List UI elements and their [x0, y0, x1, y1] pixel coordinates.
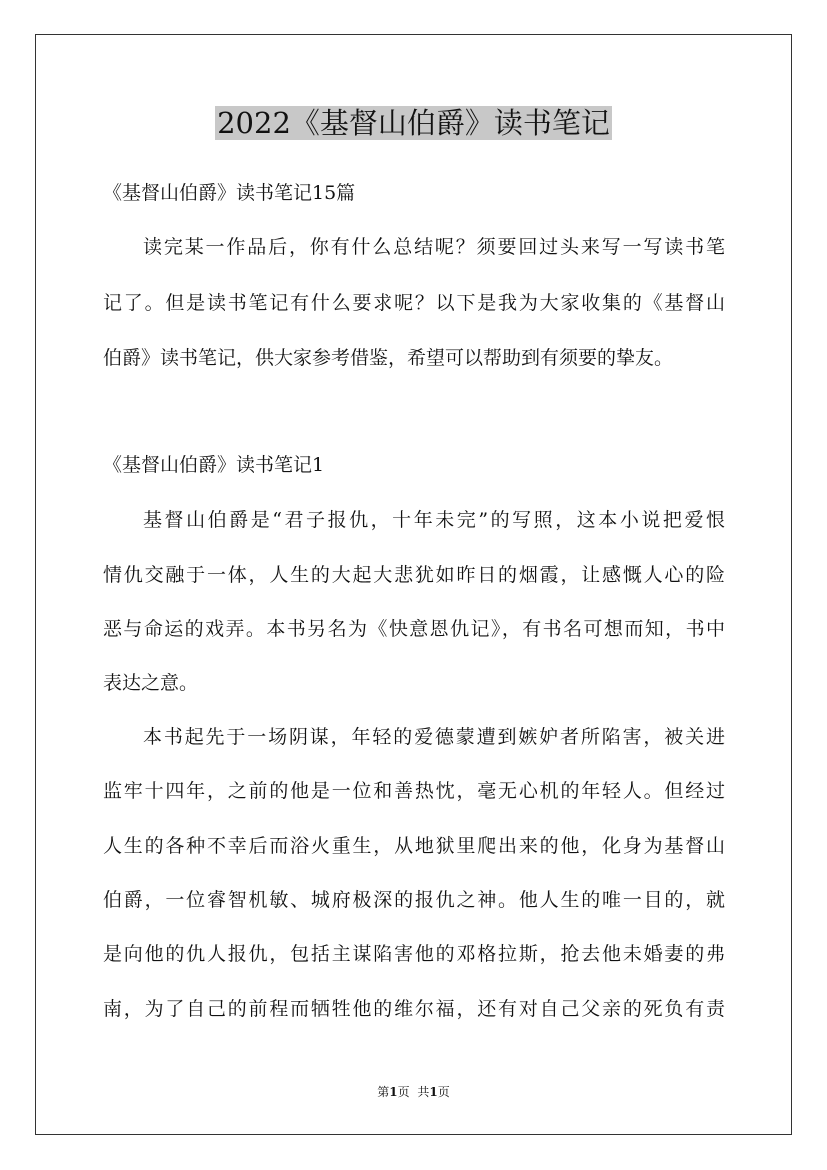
section-heading: 《基督山伯爵》读书笔记1: [103, 454, 325, 476]
paragraph2-line-2: 监牢十四年，之前的他是一位和善热忱，毫无心机的年轻人。但经过: [103, 780, 725, 802]
paragraph2-line-3: 人生的各种不幸后而浴火重生，从地狱里爬出来的他，化身为基督山: [103, 835, 725, 857]
paragraph2-line-6: 南，为了自己的前程而牺牲他的维尔福，还有对自己父亲的死负有责: [103, 998, 725, 1020]
intro-line-1: 读完某一作品后，你有什么总结呢？须要回过头来写一写读书笔: [143, 236, 725, 258]
document-title: [0, 98, 827, 148]
footer-total-suffix: 页: [437, 1085, 450, 1099]
footer-page-number: 1: [389, 1085, 398, 1099]
footer-total-prefix: 共: [417, 1085, 430, 1099]
intro-line-2: 记了。但是读书笔记有什么要求呢？以下是我为大家收集的《基督山: [103, 292, 725, 314]
paragraph1-line-4: 表达之意。: [103, 672, 199, 694]
intro-line-3: 伯爵》读书笔记，供大家参考借鉴，希望可以帮助到有须要的挚友。: [103, 347, 674, 369]
footer-total-number: 1: [429, 1085, 438, 1099]
footer-page-suffix: 页: [397, 1085, 410, 1099]
footer-page-prefix: 第: [377, 1085, 390, 1099]
paragraph1-line-1: 基督山伯爵是“君子报仇，十年未完”的写照，这本小说把爱恨: [143, 509, 725, 531]
document-subtitle: 《基督山伯爵》读书笔记15篇: [103, 182, 356, 204]
paragraph2-line-1: 本书起先于一场阴谋，年轻的爱德蒙遭到嫉妒者所陷害，被关进: [143, 726, 725, 748]
paragraph1-line-3: 恶与命运的戏弄。本书另名为《快意恩仇记》，有书名可想而知，书中: [103, 618, 725, 640]
paragraph1-line-2: 情仇交融于一体，人生的大起大悲犹如昨日的烟霞，让感慨人心的险: [103, 564, 725, 586]
page-footer: [0, 1084, 827, 1100]
document-title-text: 2022《基督山伯爵》读书笔记: [217, 106, 610, 140]
paragraph2-line-5: 是向他的仇人报仇，包括主谋陷害他的邓格拉斯，抢去他未婚妻的弗: [103, 943, 725, 965]
paragraph2-line-4: 伯爵，一位睿智机敏、城府极深的报仇之神。他人生的唯一目的，就: [103, 889, 725, 911]
